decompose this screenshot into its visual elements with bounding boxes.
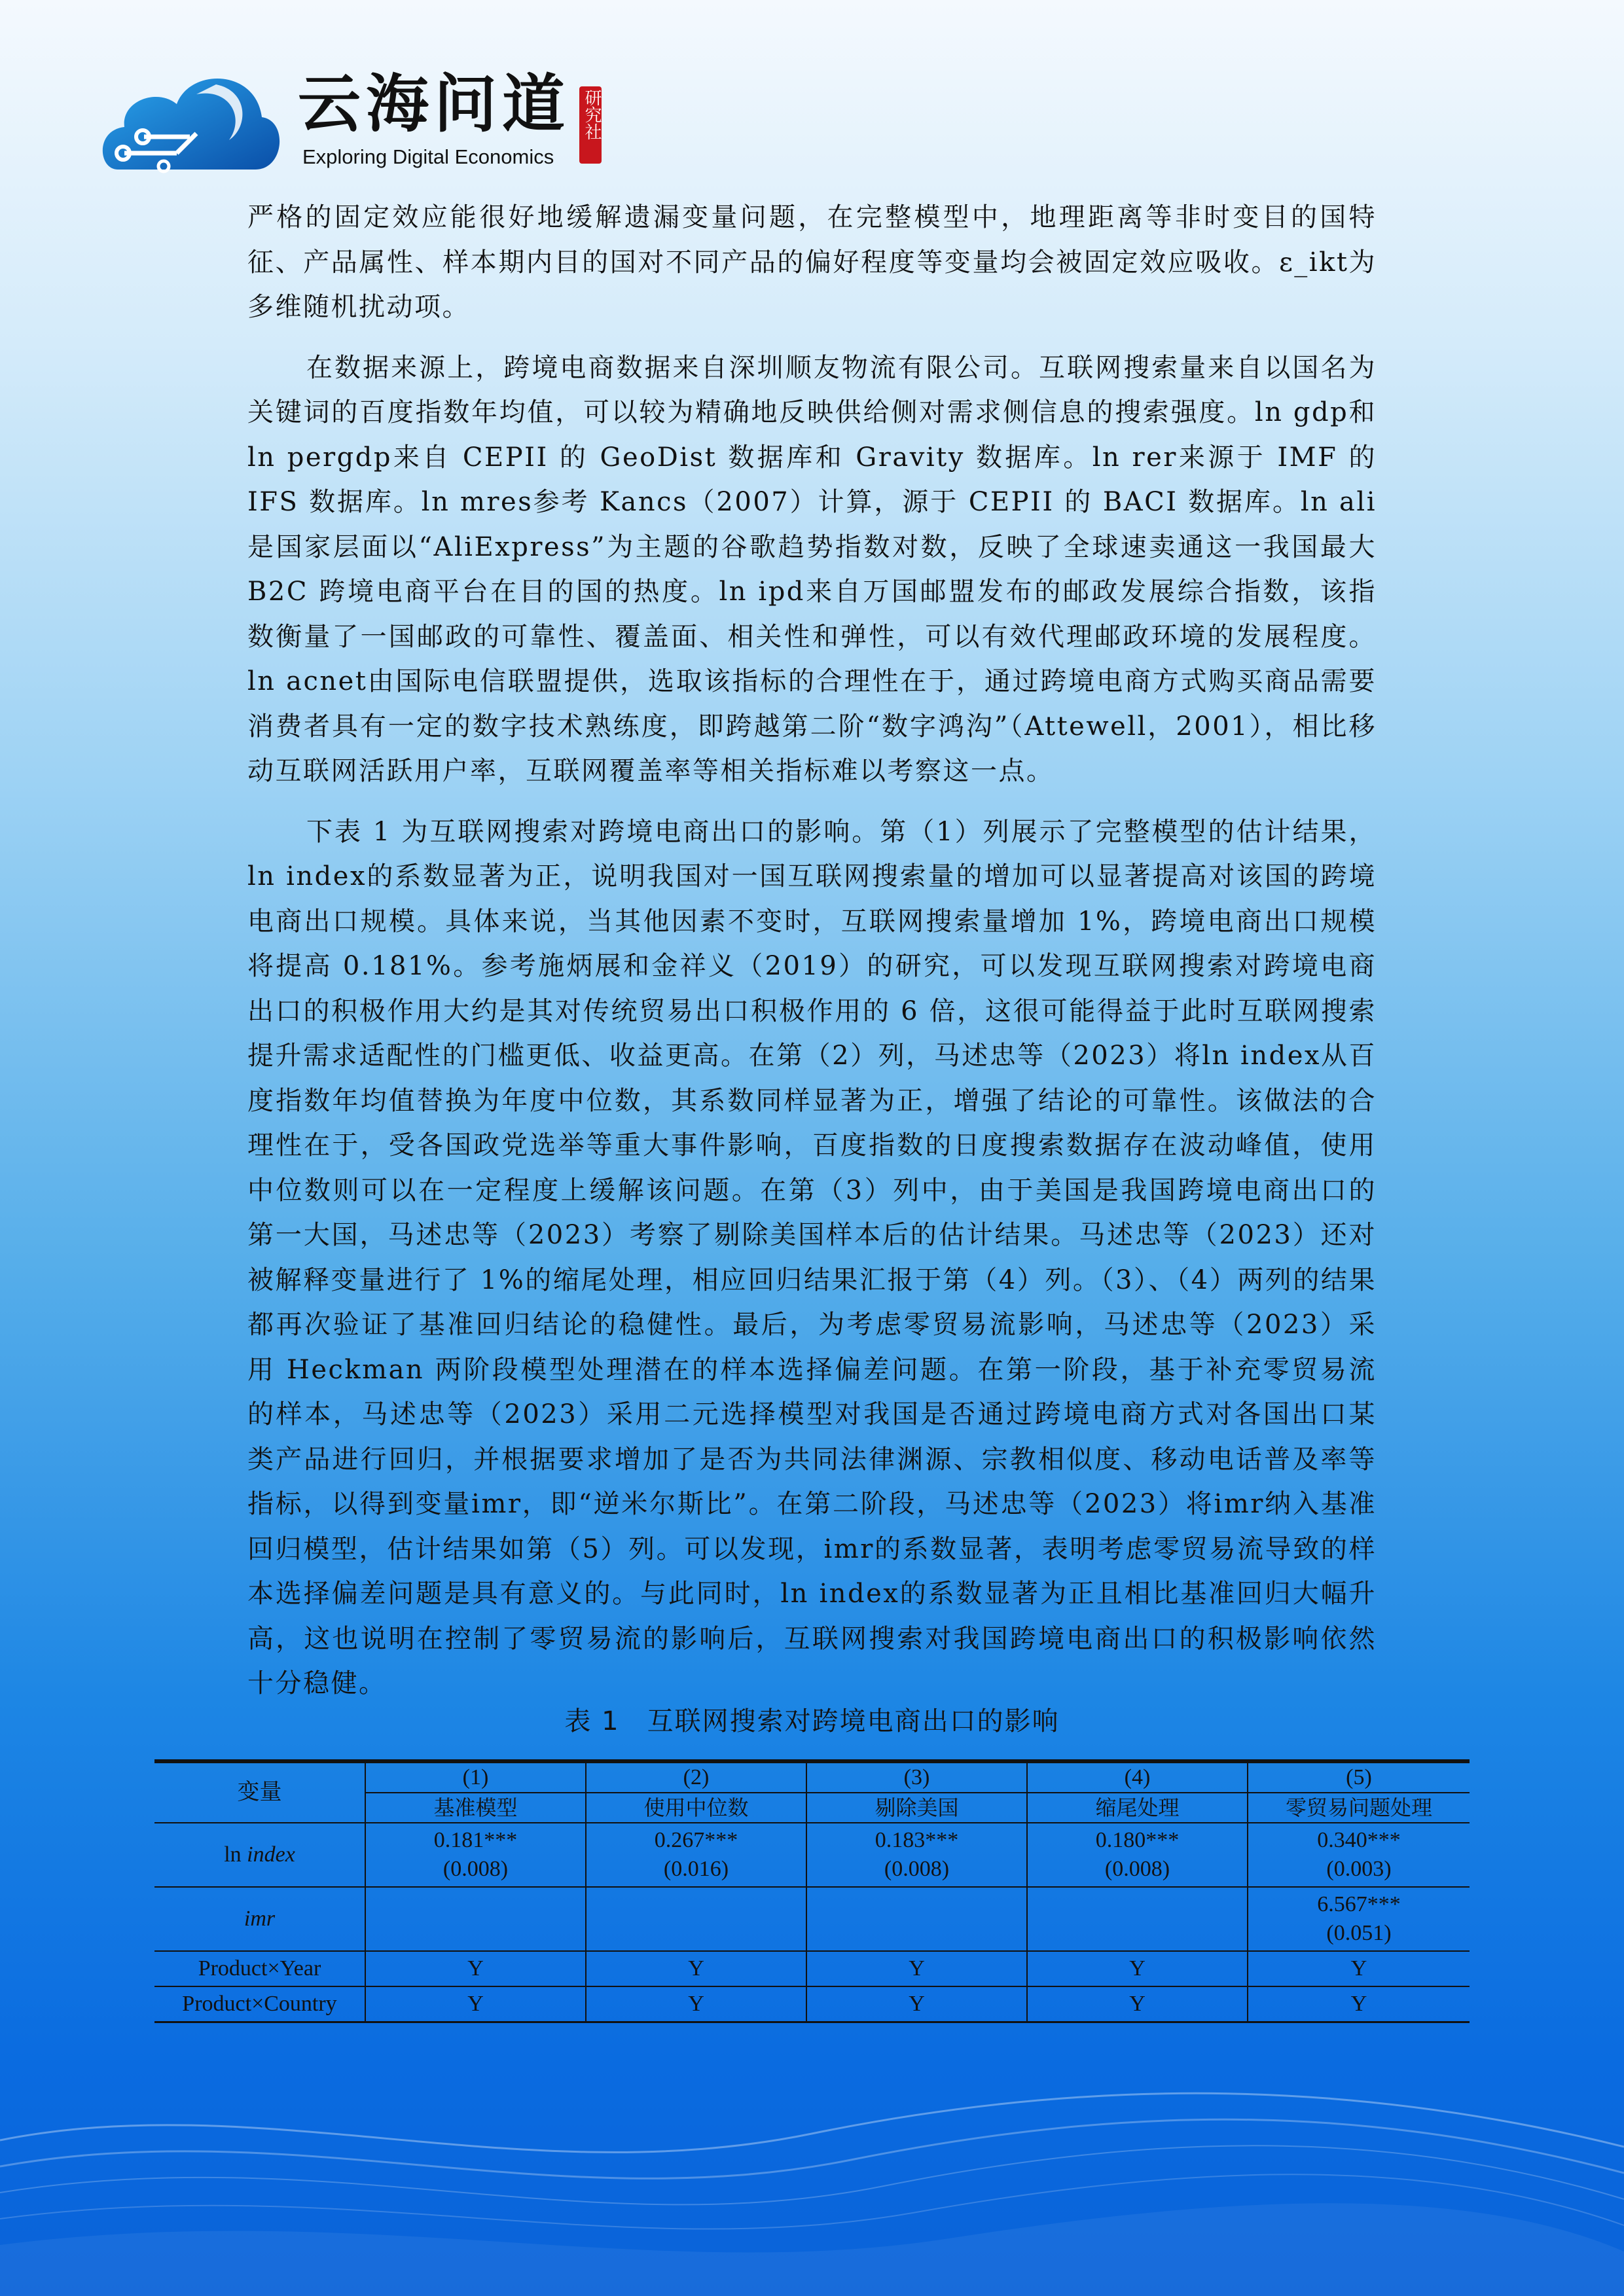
- seal-text: 研究社: [582, 89, 602, 140]
- paragraph-1: 严格的固定效应能很好地缓解遗漏变量问题，在完整模型中，地理距离等非时变目的国特征、产品属性、样本期内目的国对不同产品的偏好程度等变量均会被固定效应吸收。ε_ikt为多维随机扰动项。: [247, 202, 1377, 322]
- results-table: [154, 1759, 1470, 2023]
- header-col-num: (3): [806, 1761, 1027, 1793]
- table-cell: [1027, 1887, 1248, 1951]
- coef-value: 0.181***: [433, 1828, 518, 1852]
- table-row-lnindex: [154, 1823, 1470, 1887]
- table-row-product-country: [154, 1986, 1470, 2022]
- header-col-name: 剔除美国: [806, 1793, 1027, 1823]
- se-value: (0.051): [1326, 1921, 1392, 1945]
- se-value: (0.003): [1326, 1857, 1392, 1881]
- header-col-name: 使用中位数: [586, 1793, 806, 1823]
- row-label-fe: Product×Year: [154, 1951, 365, 1986]
- brand-subtitle: Exploring Digital Economics: [302, 145, 554, 168]
- table-cell: [1248, 1823, 1470, 1887]
- table-cell: [806, 1823, 1027, 1887]
- table-cell: Y: [586, 1951, 806, 1986]
- header-col-name: 基准模型: [365, 1793, 586, 1823]
- row-label-prefix: ln: [224, 1842, 247, 1867]
- header-col-name: 缩尾处理: [1027, 1793, 1248, 1823]
- table-cell: Y: [806, 1951, 1027, 1986]
- se-value: (0.008): [884, 1857, 950, 1881]
- header-col-num: (2): [586, 1761, 806, 1793]
- se-value: (0.016): [663, 1857, 729, 1881]
- cloud-circuit-icon: [98, 55, 281, 179]
- table-cell: [1027, 1823, 1248, 1887]
- coef-value: 6.567***: [1317, 1892, 1401, 1916]
- table-row-imr: [154, 1887, 1470, 1951]
- paragraph-2: 在数据来源上，跨境电商数据来自深圳顺友物流有限公司。互联网搜索量来自以国名为关键词的百度指数年均值，可以较为精确地反映供给侧对需求侧信息的搜索强度。ln gdp和ln pergdp来自 CEPII 的 GeoDist 数据库和 Gravity 数据库。ln rer来源于 IMF 的 IFS 数据库。ln mres参考 Kancs（2007）计算，源于 CEPII 的 BACI 数据库。ln ali是国家层面以“AliExpress”为主题的谷歌趋势指数对数，反映了全球速卖通这一我国最大 B2C 跨境电商平台在目的国的热度。ln ipd来自万国邮盟发布的邮政发展综合指数，该指数衡量了一国邮政的可靠性、覆盖面、相关性和弹性，可以有效代理邮政环境的发展程度。ln acnet由国际电信联盟提供，选取该指标的合理性在于，通过跨境电商方式购买商品需要消费者具有一定的数字技术熟练度，即跨越第二阶“数字鸿沟”（Attewell，2001），相比移动互联网活跃用户率，互联网覆盖率等相关指标难以考察这一点。: [247, 352, 1377, 786]
- table-caption: 表 1 互联网搜索对跨境电商出口的影响: [564, 1706, 1060, 1736]
- coef-value: 0.183***: [875, 1828, 959, 1852]
- row-label-var: index: [247, 1842, 295, 1867]
- coef-value: 0.340***: [1317, 1828, 1401, 1852]
- header-col-name: 零贸易问题处理: [1248, 1793, 1470, 1823]
- table-cell: Y: [365, 1986, 586, 2022]
- brand-title: 云海问道: [298, 67, 570, 141]
- header-variable: 变量: [154, 1761, 365, 1823]
- header-col-num: (1): [365, 1761, 586, 1793]
- table-cell: Y: [1027, 1986, 1248, 2022]
- article-body: [247, 195, 1377, 1722]
- table-cell: [586, 1887, 806, 1951]
- paragraph-3: 下表 1 为互联网搜索对跨境电商出口的影响。第（1）列展示了完整模型的估计结果，ln index的系数显著为正，说明我国对一国互联网搜索量的增加可以显著提高对该国的跨境电商出口规模。具体来说，当其他因素不变时，互联网搜索量增加 1%，跨境电商出口规模将提高 0.181%。参考施炳展和金祥义（2019）的研究，可以发现互联网搜索对跨境电商出口的积极作用大约是其对传统贸易出口积极作用的 6 倍，这很可能得益于此时互联网搜索提升需求适配性的门槛更低、收益更高。在第（2）列，马述忠等（2023）将ln index从百度指数年均值替换为年度中位数，其系数同样显著为正，增强了结论的可靠性。该做法的合理性在于，受各国政党选举等重大事件影响，百度指数的日度搜索数据存在波动峰值，使用中位数则可以在一定程度上缓解该问题。在第（3）列中，由于美国是我国跨境电商出口的第一大国，马述忠等（2023）考察了剔除美国样本后的估计结果。马述忠等（2023）还对被解释变量进行了 1%的缩尾处理，相应回归结果汇报于第（4）列。（3）、（4）两列的结果都再次验证了基准回归结论的稳健性。最后，为考虑零贸易流影响，马述忠等（2023）采用 Heckman 两阶段模型处理潜在的样本选择偏差问题。在第一阶段，基于补充零贸易流的样本，马述忠等（2023）采用二元选择模型对我国是否通过跨境电商方式对各国出口某类产品进行回归，并根据要求增加了是否为共同法律渊源、宗教相似度、移动电话普及率等指标，以得到变量imr，即“逆米尔斯比”。在第二阶段，马述忠等（2023）将imr纳入基准回归模型，估计结果如第（5）列。可以发现，imr的系数显著，表明考虑零贸易流导致的样本选择偏差问题是具有意义的。与此同时，ln index的系数显著为正且相比基准回归大幅升高，这也说明在控制了零贸易流的影响后，互联网搜索对我国跨境电商出口的积极影响依然十分稳健。: [247, 816, 1377, 1698]
- table-header-row-1: [154, 1761, 1470, 1793]
- header-col-num: (5): [1248, 1761, 1470, 1793]
- row-label-imr: imr: [154, 1887, 365, 1951]
- table-cell: [586, 1823, 806, 1887]
- table-cell: Y: [586, 1986, 806, 2022]
- se-value: (0.008): [442, 1857, 509, 1881]
- table-cell: [806, 1887, 1027, 1951]
- brand-seal: [579, 86, 602, 164]
- se-value: (0.008): [1104, 1857, 1170, 1881]
- table-cell: Y: [365, 1951, 586, 1986]
- coef-value: 0.267***: [654, 1828, 738, 1852]
- table-cell: Y: [1027, 1951, 1248, 1986]
- coef-value: 0.180***: [1095, 1828, 1180, 1852]
- table-cell: [1248, 1887, 1470, 1951]
- table-cell: Y: [1248, 1986, 1470, 2022]
- results-table-section: [154, 1706, 1470, 2023]
- row-label-fe: Product×Country: [182, 1992, 337, 2016]
- header-col-num: (4): [1027, 1761, 1248, 1793]
- row-label-lnindex: [154, 1823, 365, 1887]
- table-cell: Y: [806, 1986, 1027, 2022]
- background-waves: [0, 2062, 1624, 2296]
- brand-logo: [98, 55, 622, 179]
- table-cell: [365, 1823, 586, 1887]
- table-row-product-year: [154, 1951, 1470, 1986]
- table-cell: [365, 1887, 586, 1951]
- table-cell: Y: [1248, 1951, 1470, 1986]
